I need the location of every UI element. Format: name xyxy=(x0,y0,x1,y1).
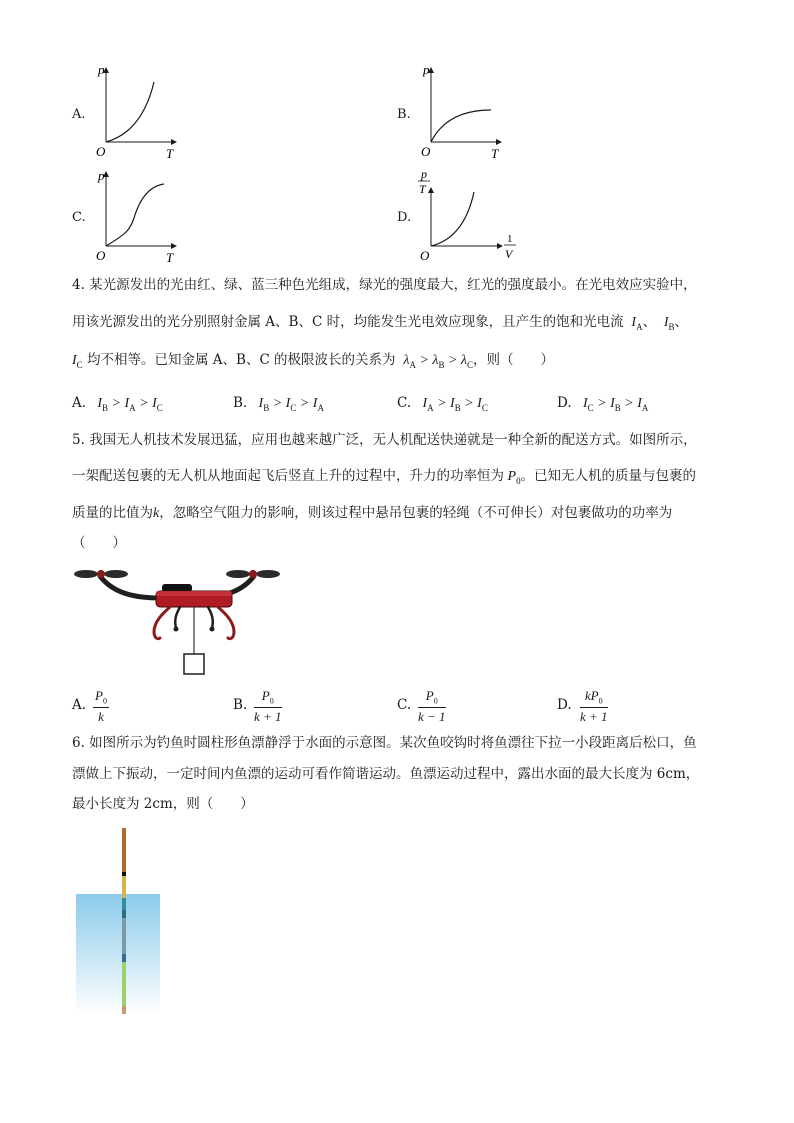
curve xyxy=(431,192,474,246)
current-ic: $I_C$ xyxy=(72,353,83,370)
package xyxy=(184,654,204,674)
option-expr: $I_A > I_B > I_C$ xyxy=(415,396,488,413)
ratio-k: k xyxy=(153,506,160,521)
option-label: B. xyxy=(233,395,248,411)
curve xyxy=(106,184,164,246)
q4-option-a[interactable] xyxy=(72,397,163,413)
option-label: C. xyxy=(397,395,412,411)
q5-option-b-frac[interactable]: $\frac{P_0}{k + 1}$ xyxy=(254,688,282,724)
propeller-left-hub xyxy=(97,570,105,578)
sep: 、 xyxy=(642,314,657,330)
q4-line-2 xyxy=(72,316,688,332)
q5-option-d-label[interactable]: D. xyxy=(557,697,572,713)
option-d-label[interactable]: D. xyxy=(397,210,412,225)
y-axis-label: p xyxy=(423,62,430,77)
wavelength-relation: $\lambda_A > \lambda_B > \lambda_C$ xyxy=(399,353,473,370)
graph-b xyxy=(417,62,507,162)
drone-foot xyxy=(210,627,215,632)
propeller-right-blade xyxy=(226,570,250,578)
q5-option-b-label[interactable]: B. xyxy=(233,697,248,713)
q5-option-c-label[interactable]: C. xyxy=(397,697,412,713)
origin-label: O xyxy=(421,144,431,159)
graph-c xyxy=(92,168,182,268)
drone-leg xyxy=(154,607,170,639)
option-label: D. xyxy=(557,395,572,411)
q4-line-3 xyxy=(72,354,554,370)
float-mark xyxy=(122,872,126,876)
current-ia: $I_A$ xyxy=(627,315,643,332)
option-b-label[interactable]: B. xyxy=(397,107,411,122)
option-expr: $I_B > I_A > I_C$ xyxy=(90,396,163,413)
option-c-label[interactable]: C. xyxy=(72,210,86,225)
origin-label: O xyxy=(96,248,106,263)
y-axis-numerator: p xyxy=(421,167,427,181)
q6-line-3: 最小长度为 2cm，则（ ） xyxy=(72,796,254,812)
fishing-float-illustration xyxy=(74,828,164,1014)
y-axis-label: p xyxy=(98,62,105,77)
power-p0: $P_0$ xyxy=(504,469,521,486)
curve xyxy=(431,110,491,142)
option-expr: $I_B > I_C > I_A$ xyxy=(251,396,324,413)
drone-leg xyxy=(208,607,213,628)
q5-line-2 xyxy=(72,470,696,486)
q4-option-b[interactable] xyxy=(233,397,324,413)
origin-label: O xyxy=(96,144,106,159)
origin-label: O xyxy=(420,248,430,263)
current-ib: $I_B$ xyxy=(660,315,675,332)
sep: 、 xyxy=(674,314,689,330)
float-segment xyxy=(122,954,126,962)
q4-option-d[interactable] xyxy=(557,397,648,413)
q5-line-2-end: 。已知无人机的质量与包裹的 xyxy=(520,468,697,484)
option-a-label[interactable]: A. xyxy=(72,107,86,122)
propeller-right-hub xyxy=(249,570,257,578)
q5-line-1: 5. 我国无人机技术发展迅猛，应用也越来越广泛，无人机配送快递就是一种全新的配送方式。如图所示， xyxy=(72,432,697,448)
graph-a xyxy=(92,62,182,162)
water xyxy=(76,894,160,1014)
q4-line-2-text: 用该光源发出的光分别照射金属 A、B、C 时，均能发生光电效应现象，且产生的饱和光电流 xyxy=(72,314,624,330)
q5-line-3-text: 质量的比值为 xyxy=(72,505,153,521)
x-axis-denominator: V xyxy=(505,247,513,261)
propeller-left-blade xyxy=(74,570,98,578)
y-axis-label: p xyxy=(98,168,105,183)
q5-option-d-frac[interactable]: $\frac{kP_0}{k + 1}$ xyxy=(580,688,608,724)
q5-line-4: （ ） xyxy=(72,535,126,551)
x-axis-label: T xyxy=(491,146,499,161)
graph-d xyxy=(412,166,522,266)
float-segment xyxy=(122,876,126,898)
q4-line-1: 4. 某光源发出的光由红、绿、蓝三种色光组成，绿光的强度最大，红光的强度最小。在光电效应实验中， xyxy=(72,277,697,293)
q6-line-2: 漂做上下振动，一定时间内鱼漂的运动可看作简谐运动。鱼漂运动过程中，露出水面的最大长度为 6cm， xyxy=(72,766,700,782)
drone-foot xyxy=(174,627,179,632)
q4-line-3-text: 均不相等。已知金属 A、B、C 的极限波长的关系为 xyxy=(82,352,396,368)
q6-line-1: 6. 如图所示为钓鱼时圆柱形鱼漂静浮于水面的示意图。某次鱼咬钩时将鱼漂往下拉一小段距离后松口，鱼 xyxy=(72,735,697,751)
propeller-right-blade xyxy=(256,570,280,578)
propeller-left-blade xyxy=(104,570,128,578)
curve xyxy=(106,82,154,142)
q5-line-3 xyxy=(72,507,672,521)
q4-option-c[interactable] xyxy=(397,397,488,413)
drone-arm-left xyxy=(100,576,160,598)
drone-leg xyxy=(175,607,180,628)
x-axis-label: T xyxy=(166,250,174,265)
y-axis-denominator: T xyxy=(419,182,426,196)
float-segment xyxy=(122,910,126,918)
q5-option-a-frac[interactable]: $\frac{P_0}{k}$ xyxy=(95,688,107,724)
float-segment xyxy=(122,898,126,910)
q5-line-2-text: 一架配送包裹的无人机从地面起飞后竖直上升的过程中，升力的功率恒为 xyxy=(72,468,504,484)
float-segment xyxy=(122,962,126,1006)
q4-line-3-end: ，则（ ） xyxy=(473,352,554,368)
option-label: A. xyxy=(72,395,87,411)
drone-body-highlight xyxy=(156,591,232,596)
float-bottom xyxy=(122,1006,126,1014)
drone-illustration xyxy=(72,562,282,680)
drone-leg xyxy=(218,607,234,639)
float-top-segment xyxy=(122,828,126,872)
q5-line-3-end: ，忽略空气阻力的影响，则该过程中悬吊包裹的轻绳（不可伸长）对包裹做功的功率为 xyxy=(159,505,673,521)
q5-option-c-frac[interactable]: $\frac{P_0}{k - 1}$ xyxy=(418,688,446,724)
option-expr: $I_C > I_B > I_A$ xyxy=(575,396,649,413)
x-axis-numerator: 1 xyxy=(507,233,513,245)
float-segment xyxy=(122,918,126,954)
x-axis-label: T xyxy=(166,146,174,161)
q5-option-a-label[interactable]: A. xyxy=(72,697,87,713)
